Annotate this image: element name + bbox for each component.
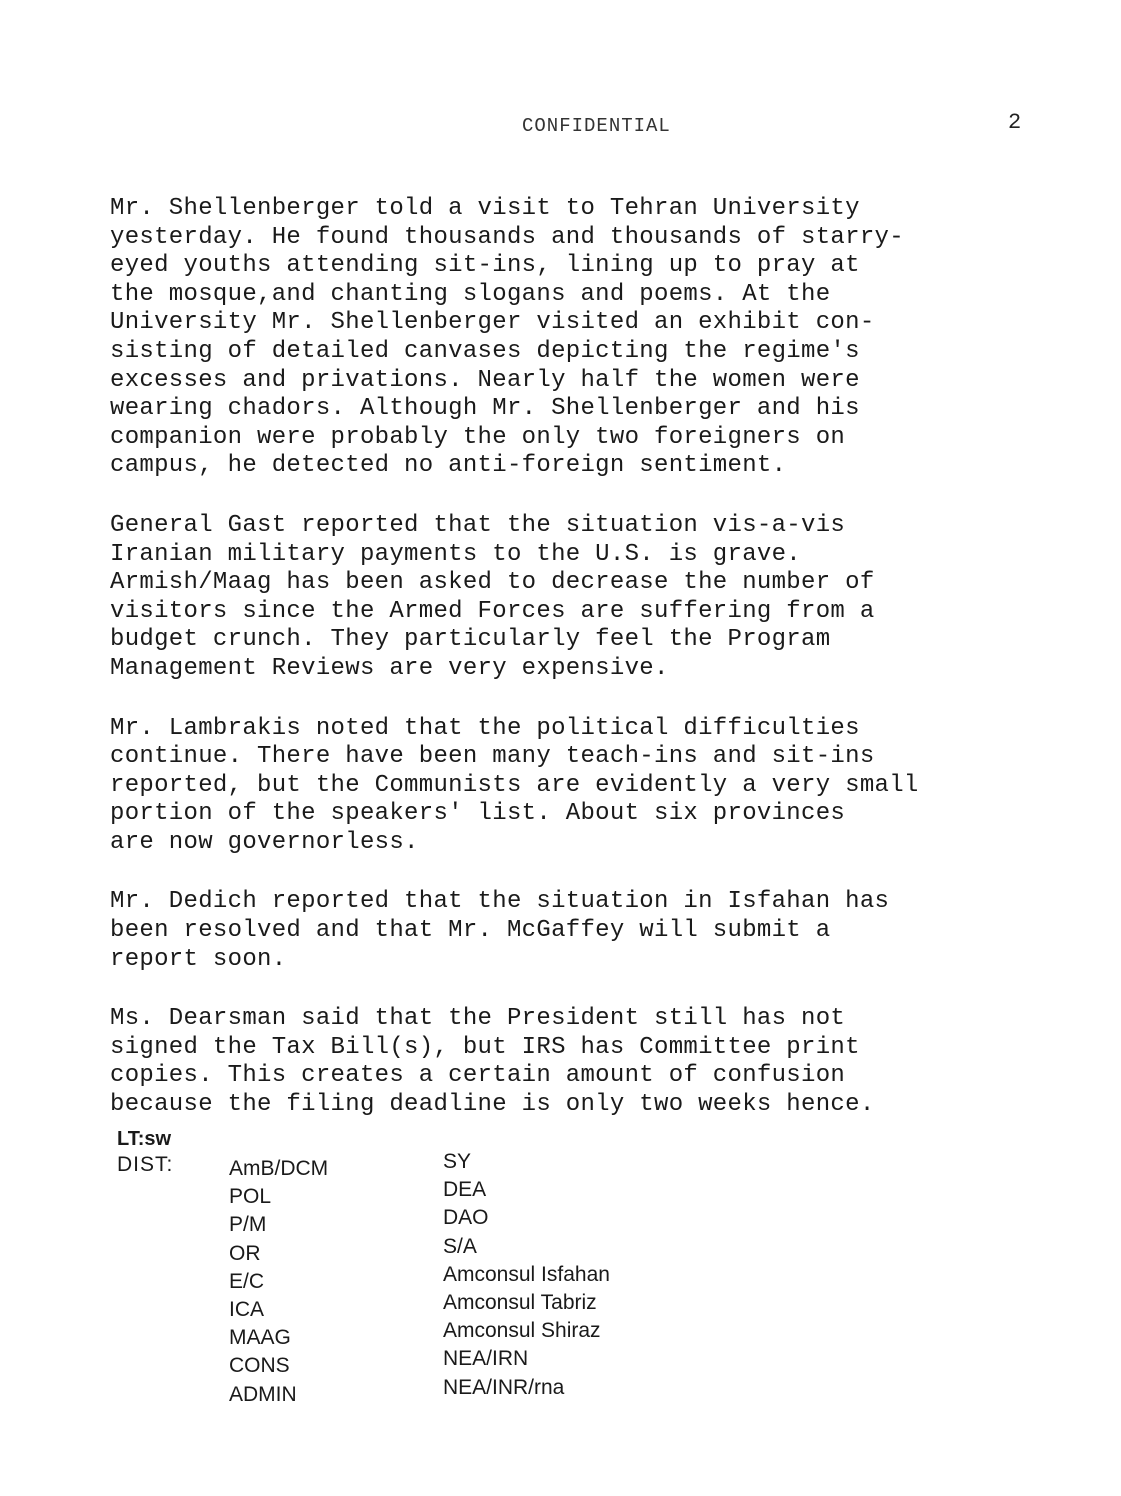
drafter-initials: LT:sw xyxy=(117,1128,172,1150)
dist-item: NEA/IRN xyxy=(443,1347,529,1371)
dist-item: MAAG xyxy=(229,1326,291,1350)
distribution-label: DIST: xyxy=(117,1153,174,1176)
dist-item: SY xyxy=(443,1150,472,1173)
dist-item: ICA xyxy=(229,1297,265,1321)
dist-item: POL xyxy=(229,1185,272,1209)
page-number: 2 xyxy=(1008,110,1022,135)
dist-item: CONS xyxy=(229,1354,290,1378)
memo-body xyxy=(110,195,1070,1151)
classification-header: CONFIDENTIAL xyxy=(522,115,671,137)
dist-item: Amconsul Tabriz xyxy=(443,1290,597,1314)
paragraph-lambrakis: Mr. Lambrakis noted that the political difficulties continue. There have been many teach-ins and sit-ins reported, but the Communists are evidently a very small portion of the speakers' list. About six provinces are now governorless. xyxy=(110,714,919,856)
dist-item: NEA/INR/rna xyxy=(443,1375,565,1399)
distribution-column-right xyxy=(443,1148,610,1402)
dist-item: ADMIN xyxy=(229,1382,297,1406)
dist-item: AmB/DCM xyxy=(229,1157,329,1180)
paragraph-dedich: Mr. Dedich reported that the situation in Isfahan has been resolved and that Mr. McGaffey will submit a report soon. xyxy=(110,888,890,973)
dist-item: P/M xyxy=(229,1213,267,1237)
paragraph-shellenberger: Mr. Shellenberger told a visit to Tehran University yesterday. He found thousands and thousands of starry- eyed youths attending sit-ins, lining up to pray at the mosque,and chanting slogans and poems. At the University Mr. Shellenberger visited an exhibit con- sisting of detailed canvases depicting the regime's excesses and privations. Nearly half the women were wearing chadors. Although Mr. Shellenberger and his companion were probably the only two foreigners on campus, he detected no anti-foreign sentiment. xyxy=(110,195,904,480)
dist-item: OR xyxy=(229,1241,261,1265)
distribution-column-left xyxy=(229,1155,328,1409)
paragraph-dearsman: Ms. Dearsman said that the President still has not signed the Tax Bill(s), but IRS has Committee print copies. This creates a certain amount of confusion because the filing deadline is only two weeks hence. xyxy=(110,1005,875,1119)
dist-item: DEA xyxy=(443,1178,487,1202)
dist-item: Amconsul Shiraz xyxy=(443,1319,601,1343)
paragraph-gast: General Gast reported that the situation vis-a-vis Iranian military payments to the U.S. is grave. Armish/Maag has been asked to decrease the number of visitors since the Armed Forces are suffering from a budget crunch. They particularly feel the Program Management Reviews are very expensive. xyxy=(110,511,875,682)
dist-item: DAO xyxy=(443,1206,489,1230)
dist-item: E/C xyxy=(229,1269,265,1293)
dist-item: Amconsul Isfahan xyxy=(443,1262,610,1286)
dist-item: S/A xyxy=(443,1234,477,1258)
